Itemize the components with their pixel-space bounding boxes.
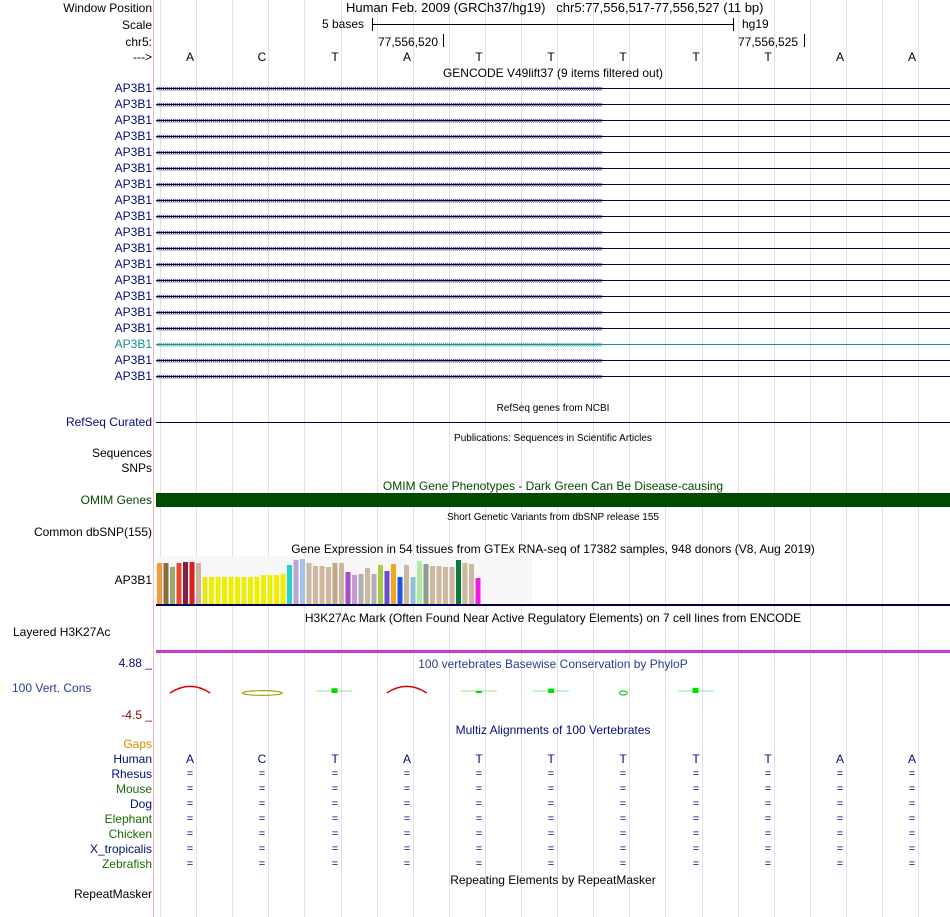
- scale-bases: 5 bases: [322, 17, 365, 31]
- gencode-gene-label[interactable]: AP3B1: [114, 257, 152, 271]
- repeatmasker-title: Repeating Elements by RepeatMasker: [450, 873, 656, 887]
- multiz-match-symbol: =: [186, 858, 194, 870]
- multiz-human-base: T: [331, 752, 339, 766]
- gtex-tissue-bar[interactable]: [385, 571, 390, 604]
- gtex-tissue-bar[interactable]: [463, 563, 468, 604]
- gencode-gene-label[interactable]: AP3B1: [114, 369, 152, 383]
- omim-title: OMIM Gene Phenotypes - Dark Green Can Be Disease-causing: [382, 479, 724, 493]
- phylop-base-score[interactable]: [387, 686, 427, 693]
- gencode-gene-label[interactable]: AP3B1: [114, 225, 152, 239]
- multiz-human-base: C: [257, 752, 267, 766]
- multiz-match-symbol: =: [403, 843, 411, 855]
- scale-bar: [372, 24, 734, 25]
- multiz-match-symbol: =: [836, 858, 844, 870]
- gencode-strand-chevrons: ‹‹‹‹‹‹‹‹‹‹‹‹‹‹‹‹‹‹‹‹‹‹‹‹‹‹‹‹‹‹‹‹‹‹‹‹‹‹‹‹‹‹‹‹‹‹‹‹‹‹‹‹‹‹‹‹‹‹‹‹‹‹‹‹‹‹‹‹‹‹‹‹‹‹‹‹‹‹‹‹‹‹‹‹‹‹‹‹‹‹‹‹‹‹‹‹‹‹‹‹‹‹‹‹‹‹‹‹‹‹‹‹‹‹‹‹‹‹‹‹‹‹‹‹‹‹‹‹‹‹‹‹‹‹‹‹‹‹‹‹‹‹‹‹‹‹‹‹‹‹‹‹‹‹‹‹‹‹‹‹‹‹‹‹‹‹‹‹‹‹‹‹‹‹‹‹‹‹‹‹‹‹‹‹‹‹‹‹‹‹‹‹‹‹‹‹‹‹‹‹‹‹‹‹‹‹‹‹‹‹‹‹‹‹‹‹‹‹‹‹‹‹‹: [156, 372, 602, 381]
- gtex-tissue-bar[interactable]: [255, 577, 260, 604]
- multiz-match-symbol: =: [692, 798, 700, 810]
- gtex-tissue-bar[interactable]: [326, 567, 331, 604]
- sequence-base: A: [907, 50, 916, 64]
- multiz-match-symbol: =: [331, 813, 339, 825]
- gencode-gene-label[interactable]: AP3B1: [114, 145, 152, 159]
- gtex-tissue-bar[interactable]: [177, 563, 182, 604]
- gencode-gene-label[interactable]: AP3B1: [114, 353, 152, 367]
- phylop-base-score[interactable]: [170, 686, 210, 693]
- assembly-name: Human Feb. 2009 (GRCh37/hg19): [346, 0, 546, 15]
- multiz-match-symbol: =: [186, 828, 194, 840]
- multiz-match-symbol: =: [475, 783, 483, 795]
- multiz-match-symbol: =: [331, 768, 339, 780]
- multiz-match-symbol: =: [764, 798, 772, 810]
- sequence-base: A: [185, 50, 194, 64]
- gtex-tissue-bar[interactable]: [209, 577, 214, 604]
- publications-label-snps[interactable]: SNPs: [121, 461, 152, 475]
- gencode-strand-chevrons: ‹‹‹‹‹‹‹‹‹‹‹‹‹‹‹‹‹‹‹‹‹‹‹‹‹‹‹‹‹‹‹‹‹‹‹‹‹‹‹‹‹‹‹‹‹‹‹‹‹‹‹‹‹‹‹‹‹‹‹‹‹‹‹‹‹‹‹‹‹‹‹‹‹‹‹‹‹‹‹‹‹‹‹‹‹‹‹‹‹‹‹‹‹‹‹‹‹‹‹‹‹‹‹‹‹‹‹‹‹‹‹‹‹‹‹‹‹‹‹‹‹‹‹‹‹‹‹‹‹‹‹‹‹‹‹‹‹‹‹‹‹‹‹‹‹‹‹‹‹‹‹‹‹‹‹‹‹‹‹‹‹‹‹‹‹‹‹‹‹‹‹‹‹‹‹‹‹‹‹‹‹‹‹‹‹‹‹‹‹‹‹‹‹‹‹‹‹‹‹‹‹‹‹‹‹‹‹‹‹‹‹‹‹‹‹‹‹‹‹‹‹‹‹: [156, 180, 602, 189]
- multiz-match-symbol: =: [836, 798, 844, 810]
- multiz-match-symbol: =: [619, 813, 627, 825]
- sequence-base: T: [619, 50, 627, 64]
- multiz-match-symbol: =: [475, 828, 483, 840]
- omim-gene-bar[interactable]: [156, 493, 950, 507]
- gtex-tissue-bar[interactable]: [157, 563, 162, 604]
- position-range: chr5:77,556,517-77,556,527 (11 bp): [556, 0, 764, 15]
- multiz-match-symbol: =: [547, 768, 555, 780]
- h3k27ac-title: H3K27Ac Mark (Often Found Near Active Regulatory Elements) on 7 cell lines from ENCODE: [304, 611, 802, 625]
- gencode-gene-label[interactable]: AP3B1: [114, 193, 152, 207]
- gtex-tissue-bar[interactable]: [411, 577, 416, 604]
- gencode-gene-label[interactable]: AP3B1: [114, 209, 152, 223]
- phylop-signal[interactable]: [156, 660, 950, 720]
- gtex-tissue-bar[interactable]: [430, 566, 435, 604]
- h3k27ac-label[interactable]: Layered H3K27Ac: [13, 625, 111, 639]
- multiz-match-symbol: =: [692, 828, 700, 840]
- sequence-base: T: [475, 50, 483, 64]
- gtex-tissue-bar[interactable]: [404, 565, 409, 604]
- gtex-bar-chart[interactable]: [156, 556, 536, 605]
- publications-title: Publications: Sequences in Scientific Articles: [454, 433, 652, 444]
- multiz-human-base: A: [402, 752, 411, 766]
- multiz-match-symbol: =: [908, 768, 916, 780]
- gencode-gene-label[interactable]: AP3B1: [114, 289, 152, 303]
- multiz-match-symbol: =: [331, 858, 339, 870]
- gtex-tissue-bar[interactable]: [469, 564, 474, 604]
- multiz-match-symbol: =: [908, 828, 916, 840]
- gtex-gene-line: [156, 604, 950, 606]
- multiz-match-symbol: =: [258, 783, 266, 795]
- gtex-tissue-bar[interactable]: [281, 574, 286, 604]
- multiz-match-symbol: =: [547, 783, 555, 795]
- gtex-tissue-bar[interactable]: [300, 559, 305, 604]
- coord-right: 77,556,525: [738, 35, 799, 49]
- gtex-tissue-bar[interactable]: [437, 566, 442, 604]
- dbsnp-label[interactable]: Common dbSNP(155): [33, 525, 152, 539]
- multiz-match-symbol: =: [692, 843, 700, 855]
- multiz-match-symbol: =: [764, 828, 772, 840]
- gtex-label[interactable]: AP3B1: [114, 573, 152, 587]
- multiz-species-label[interactable]: Rhesus: [111, 767, 152, 781]
- multiz-species-label[interactable]: Dog: [129, 797, 152, 811]
- scale-bar-left-tick: [372, 18, 373, 31]
- multiz-match-symbol: =: [547, 858, 555, 870]
- multiz-match-symbol: =: [764, 858, 772, 870]
- gtex-tissue-bar[interactable]: [365, 568, 370, 604]
- gtex-tissue-bar[interactable]: [229, 577, 234, 604]
- gencode-strand-chevrons: ‹‹‹‹‹‹‹‹‹‹‹‹‹‹‹‹‹‹‹‹‹‹‹‹‹‹‹‹‹‹‹‹‹‹‹‹‹‹‹‹‹‹‹‹‹‹‹‹‹‹‹‹‹‹‹‹‹‹‹‹‹‹‹‹‹‹‹‹‹‹‹‹‹‹‹‹‹‹‹‹‹‹‹‹‹‹‹‹‹‹‹‹‹‹‹‹‹‹‹‹‹‹‹‹‹‹‹‹‹‹‹‹‹‹‹‹‹‹‹‹‹‹‹‹‹‹‹‹‹‹‹‹‹‹‹‹‹‹‹‹‹‹‹‹‹‹‹‹‹‹‹‹‹‹‹‹‹‹‹‹‹‹‹‹‹‹‹‹‹‹‹‹‹‹‹‹‹‹‹‹‹‹‹‹‹‹‹‹‹‹‹‹‹‹‹‹‹‹‹‹‹‹‹‹‹‹‹‹‹‹‹‹‹‹‹‹‹‹‹‹‹‹‹: [156, 212, 602, 221]
- multiz-match-symbol: =: [764, 783, 772, 795]
- sequence-base: A: [835, 50, 844, 64]
- multiz-match-symbol: =: [186, 783, 194, 795]
- gtex-tissue-bar[interactable]: [333, 563, 338, 604]
- multiz-species-label[interactable]: Mouse: [115, 782, 152, 796]
- multiz-match-symbol: =: [836, 768, 844, 780]
- phylop-base-score[interactable]: [533, 689, 569, 693]
- multiz-human-base: A: [835, 752, 844, 766]
- gencode-gene-label[interactable]: AP3B1: [114, 273, 152, 287]
- phylop-max-label: 4.88 _: [118, 656, 152, 670]
- phylop-min-label: -4.5 _: [121, 708, 152, 722]
- gtex-tissue-bar[interactable]: [203, 577, 208, 604]
- gencode-strand-chevrons: ‹‹‹‹‹‹‹‹‹‹‹‹‹‹‹‹‹‹‹‹‹‹‹‹‹‹‹‹‹‹‹‹‹‹‹‹‹‹‹‹‹‹‹‹‹‹‹‹‹‹‹‹‹‹‹‹‹‹‹‹‹‹‹‹‹‹‹‹‹‹‹‹‹‹‹‹‹‹‹‹‹‹‹‹‹‹‹‹‹‹‹‹‹‹‹‹‹‹‹‹‹‹‹‹‹‹‹‹‹‹‹‹‹‹‹‹‹‹‹‹‹‹‹‹‹‹‹‹‹‹‹‹‹‹‹‹‹‹‹‹‹‹‹‹‹‹‹‹‹‹‹‹‹‹‹‹‹‹‹‹‹‹‹‹‹‹‹‹‹‹‹‹‹‹‹‹‹‹‹‹‹‹‹‹‹‹‹‹‹‹‹‹‹‹‹‹‹‹‹‹‹‹‹‹‹‹‹‹‹‹‹‹‹‹‹‹‹‹‹‹‹‹‹: [156, 164, 602, 173]
- h3k27ac-signal[interactable]: [156, 650, 950, 653]
- multiz-match-symbol: =: [764, 813, 772, 825]
- sequence-base: T: [547, 50, 555, 64]
- gencode-strand-chevrons: ‹‹‹‹‹‹‹‹‹‹‹‹‹‹‹‹‹‹‹‹‹‹‹‹‹‹‹‹‹‹‹‹‹‹‹‹‹‹‹‹‹‹‹‹‹‹‹‹‹‹‹‹‹‹‹‹‹‹‹‹‹‹‹‹‹‹‹‹‹‹‹‹‹‹‹‹‹‹‹‹‹‹‹‹‹‹‹‹‹‹‹‹‹‹‹‹‹‹‹‹‹‹‹‹‹‹‹‹‹‹‹‹‹‹‹‹‹‹‹‹‹‹‹‹‹‹‹‹‹‹‹‹‹‹‹‹‹‹‹‹‹‹‹‹‹‹‹‹‹‹‹‹‹‹‹‹‹‹‹‹‹‹‹‹‹‹‹‹‹‹‹‹‹‹‹‹‹‹‹‹‹‹‹‹‹‹‹‹‹‹‹‹‹‹‹‹‹‹‹‹‹‹‹‹‹‹‹‹‹‹‹‹‹‹‹‹‹‹‹‹‹‹‹: [156, 276, 602, 285]
- omim-label[interactable]: OMIM Genes: [80, 493, 152, 507]
- phylop-base-score[interactable]: [619, 691, 627, 695]
- multiz-match-symbol: =: [475, 768, 483, 780]
- window-position-label: Window Position: [63, 1, 152, 15]
- multiz-species-label[interactable]: Zebrafish: [101, 857, 152, 871]
- gtex-tissue-bar[interactable]: [359, 574, 364, 604]
- multiz-match-symbol: =: [403, 783, 411, 795]
- gtex-tissue-bar[interactable]: [424, 564, 429, 604]
- multiz-match-symbol: =: [186, 768, 194, 780]
- gtex-tissue-bar[interactable]: [216, 577, 221, 604]
- refseq-title: RefSeq genes from NCBI: [496, 403, 610, 414]
- multiz-match-symbol: =: [619, 768, 627, 780]
- multiz-human-base: A: [907, 752, 916, 766]
- dbsnp-title: Short Genetic Variants from dbSNP release 155: [447, 512, 659, 523]
- multiz-match-symbol: =: [547, 813, 555, 825]
- multiz-match-symbol: =: [258, 843, 266, 855]
- sequence-base: T: [764, 50, 772, 64]
- multiz-match-symbol: =: [836, 783, 844, 795]
- coord-left-tick: [443, 34, 444, 47]
- gencode-strand-chevrons: ‹‹‹‹‹‹‹‹‹‹‹‹‹‹‹‹‹‹‹‹‹‹‹‹‹‹‹‹‹‹‹‹‹‹‹‹‹‹‹‹‹‹‹‹‹‹‹‹‹‹‹‹‹‹‹‹‹‹‹‹‹‹‹‹‹‹‹‹‹‹‹‹‹‹‹‹‹‹‹‹‹‹‹‹‹‹‹‹‹‹‹‹‹‹‹‹‹‹‹‹‹‹‹‹‹‹‹‹‹‹‹‹‹‹‹‹‹‹‹‹‹‹‹‹‹‹‹‹‹‹‹‹‹‹‹‹‹‹‹‹‹‹‹‹‹‹‹‹‹‹‹‹‹‹‹‹‹‹‹‹‹‹‹‹‹‹‹‹‹‹‹‹‹‹‹‹‹‹‹‹‹‹‹‹‹‹‹‹‹‹‹‹‹‹‹‹‹‹‹‹‹‹‹‹‹‹‹‹‹‹‹‹‹‹‹‹‹‹‹‹‹‹‹: [156, 132, 602, 141]
- sequence-base: A: [402, 50, 411, 64]
- multiz-human-base: A: [185, 752, 194, 766]
- gtex-tissue-bar[interactable]: [248, 577, 253, 604]
- refseq-gene-line[interactable]: [156, 422, 950, 423]
- gencode-strand-chevrons: ‹‹‹‹‹‹‹‹‹‹‹‹‹‹‹‹‹‹‹‹‹‹‹‹‹‹‹‹‹‹‹‹‹‹‹‹‹‹‹‹‹‹‹‹‹‹‹‹‹‹‹‹‹‹‹‹‹‹‹‹‹‹‹‹‹‹‹‹‹‹‹‹‹‹‹‹‹‹‹‹‹‹‹‹‹‹‹‹‹‹‹‹‹‹‹‹‹‹‹‹‹‹‹‹‹‹‹‹‹‹‹‹‹‹‹‹‹‹‹‹‹‹‹‹‹‹‹‹‹‹‹‹‹‹‹‹‹‹‹‹‹‹‹‹‹‹‹‹‹‹‹‹‹‹‹‹‹‹‹‹‹‹‹‹‹‹‹‹‹‹‹‹‹‹‹‹‹‹‹‹‹‹‹‹‹‹‹‹‹‹‹‹‹‹‹‹‹‹‹‹‹‹‹‹‹‹‹‹‹‹‹‹‹‹‹‹‹‹‹‹‹‹‹: [156, 244, 602, 253]
- sequence-base: T: [331, 50, 339, 64]
- gencode-strand-chevrons: ‹‹‹‹‹‹‹‹‹‹‹‹‹‹‹‹‹‹‹‹‹‹‹‹‹‹‹‹‹‹‹‹‹‹‹‹‹‹‹‹‹‹‹‹‹‹‹‹‹‹‹‹‹‹‹‹‹‹‹‹‹‹‹‹‹‹‹‹‹‹‹‹‹‹‹‹‹‹‹‹‹‹‹‹‹‹‹‹‹‹‹‹‹‹‹‹‹‹‹‹‹‹‹‹‹‹‹‹‹‹‹‹‹‹‹‹‹‹‹‹‹‹‹‹‹‹‹‹‹‹‹‹‹‹‹‹‹‹‹‹‹‹‹‹‹‹‹‹‹‹‹‹‹‹‹‹‹‹‹‹‹‹‹‹‹‹‹‹‹‹‹‹‹‹‹‹‹‹‹‹‹‹‹‹‹‹‹‹‹‹‹‹‹‹‹‹‹‹‹‹‹‹‹‹‹‹‹‹‹‹‹‹‹‹‹‹‹‹‹‹‹‹‹: [156, 100, 602, 109]
- gtex-tissue-bar[interactable]: [274, 575, 279, 604]
- repeatmasker-label[interactable]: RepeatMasker: [73, 887, 152, 901]
- multiz-match-symbol: =: [403, 768, 411, 780]
- publications-label-sequences[interactable]: Sequences: [91, 446, 152, 460]
- multiz-match-symbol: =: [836, 843, 844, 855]
- multiz-match-symbol: =: [547, 798, 555, 810]
- gencode-strand-chevrons: ‹‹‹‹‹‹‹‹‹‹‹‹‹‹‹‹‹‹‹‹‹‹‹‹‹‹‹‹‹‹‹‹‹‹‹‹‹‹‹‹‹‹‹‹‹‹‹‹‹‹‹‹‹‹‹‹‹‹‹‹‹‹‹‹‹‹‹‹‹‹‹‹‹‹‹‹‹‹‹‹‹‹‹‹‹‹‹‹‹‹‹‹‹‹‹‹‹‹‹‹‹‹‹‹‹‹‹‹‹‹‹‹‹‹‹‹‹‹‹‹‹‹‹‹‹‹‹‹‹‹‹‹‹‹‹‹‹‹‹‹‹‹‹‹‹‹‹‹‹‹‹‹‹‹‹‹‹‹‹‹‹‹‹‹‹‹‹‹‹‹‹‹‹‹‹‹‹‹‹‹‹‹‹‹‹‹‹‹‹‹‹‹‹‹‹‹‹‹‹‹‹‹‹‹‹‹‹‹‹‹‹‹‹‹‹‹‹‹‹‹‹‹‹: [156, 148, 602, 157]
- gtex-tissue-bar[interactable]: [320, 566, 325, 604]
- gtex-tissue-bar[interactable]: [235, 577, 240, 604]
- multiz-match-symbol: =: [619, 858, 627, 870]
- gtex-tissue-bar[interactable]: [170, 567, 175, 604]
- multiz-species-label[interactable]: Elephant: [104, 812, 152, 826]
- gtex-tissue-bar[interactable]: [339, 563, 344, 604]
- chrom-label: chr5:: [125, 35, 152, 49]
- multiz-human-base: T: [764, 752, 772, 766]
- multiz-match-symbol: =: [331, 828, 339, 840]
- phylop-base-score[interactable]: [678, 688, 714, 693]
- multiz-match-symbol: =: [331, 843, 339, 855]
- phylop-label[interactable]: 100 Vert. Cons: [12, 681, 92, 695]
- gtex-tissue-bar[interactable]: [476, 578, 481, 604]
- gencode-gene-label[interactable]: AP3B1: [114, 97, 152, 111]
- multiz-match-symbol: =: [258, 768, 266, 780]
- gencode-strand-chevrons: ‹‹‹‹‹‹‹‹‹‹‹‹‹‹‹‹‹‹‹‹‹‹‹‹‹‹‹‹‹‹‹‹‹‹‹‹‹‹‹‹‹‹‹‹‹‹‹‹‹‹‹‹‹‹‹‹‹‹‹‹‹‹‹‹‹‹‹‹‹‹‹‹‹‹‹‹‹‹‹‹‹‹‹‹‹‹‹‹‹‹‹‹‹‹‹‹‹‹‹‹‹‹‹‹‹‹‹‹‹‹‹‹‹‹‹‹‹‹‹‹‹‹‹‹‹‹‹‹‹‹‹‹‹‹‹‹‹‹‹‹‹‹‹‹‹‹‹‹‹‹‹‹‹‹‹‹‹‹‹‹‹‹‹‹‹‹‹‹‹‹‹‹‹‹‹‹‹‹‹‹‹‹‹‹‹‹‹‹‹‹‹‹‹‹‹‹‹‹‹‹‹‹‹‹‹‹‹‹‹‹‹‹‹‹‹‹‹‹‹‹‹‹‹: [156, 308, 602, 317]
- phylop-base-score[interactable]: [317, 688, 353, 693]
- gencode-gene-label[interactable]: AP3B1: [114, 113, 152, 127]
- multiz-match-symbol: =: [619, 798, 627, 810]
- gencode-title: GENCODE V49lift37 (9 items filtered out): [442, 66, 664, 80]
- gtex-tissue-bar[interactable]: [294, 560, 299, 604]
- gtex-tissue-bar[interactable]: [261, 575, 266, 604]
- multiz-match-symbol: =: [908, 858, 916, 870]
- multiz-match-symbol: =: [764, 843, 772, 855]
- gtex-tissue-bar[interactable]: [190, 562, 195, 604]
- gtex-tissue-bar[interactable]: [242, 577, 247, 604]
- gencode-strand-chevrons: ‹‹‹‹‹‹‹‹‹‹‹‹‹‹‹‹‹‹‹‹‹‹‹‹‹‹‹‹‹‹‹‹‹‹‹‹‹‹‹‹‹‹‹‹‹‹‹‹‹‹‹‹‹‹‹‹‹‹‹‹‹‹‹‹‹‹‹‹‹‹‹‹‹‹‹‹‹‹‹‹‹‹‹‹‹‹‹‹‹‹‹‹‹‹‹‹‹‹‹‹‹‹‹‹‹‹‹‹‹‹‹‹‹‹‹‹‹‹‹‹‹‹‹‹‹‹‹‹‹‹‹‹‹‹‹‹‹‹‹‹‹‹‹‹‹‹‹‹‹‹‹‹‹‹‹‹‹‹‹‹‹‹‹‹‹‹‹‹‹‹‹‹‹‹‹‹‹‹‹‹‹‹‹‹‹‹‹‹‹‹‹‹‹‹‹‹‹‹‹‹‹‹‹‹‹‹‹‹‹‹‹‹‹‹‹‹‹‹‹‹‹‹‹: [156, 340, 602, 349]
- gtex-tissue-bar[interactable]: [456, 560, 461, 604]
- gencode-gene-label[interactable]: AP3B1: [114, 81, 152, 95]
- multiz-match-symbol: =: [403, 828, 411, 840]
- scale-bar-right-tick: [733, 18, 734, 31]
- multiz-human-label[interactable]: Human: [113, 752, 152, 766]
- gtex-tissue-bar[interactable]: [346, 572, 351, 604]
- gencode-strand-chevrons: ‹‹‹‹‹‹‹‹‹‹‹‹‹‹‹‹‹‹‹‹‹‹‹‹‹‹‹‹‹‹‹‹‹‹‹‹‹‹‹‹‹‹‹‹‹‹‹‹‹‹‹‹‹‹‹‹‹‹‹‹‹‹‹‹‹‹‹‹‹‹‹‹‹‹‹‹‹‹‹‹‹‹‹‹‹‹‹‹‹‹‹‹‹‹‹‹‹‹‹‹‹‹‹‹‹‹‹‹‹‹‹‹‹‹‹‹‹‹‹‹‹‹‹‹‹‹‹‹‹‹‹‹‹‹‹‹‹‹‹‹‹‹‹‹‹‹‹‹‹‹‹‹‹‹‹‹‹‹‹‹‹‹‹‹‹‹‹‹‹‹‹‹‹‹‹‹‹‹‹‹‹‹‹‹‹‹‹‹‹‹‹‹‹‹‹‹‹‹‹‹‹‹‹‹‹‹‹‹‹‹‹‹‹‹‹‹‹‹‹‹‹‹‹: [156, 292, 602, 301]
- multiz-match-symbol: =: [186, 813, 194, 825]
- gtex-tissue-bar[interactable]: [443, 567, 448, 604]
- multiz-match-symbol: =: [258, 858, 266, 870]
- gtex-tissue-bar[interactable]: [352, 575, 357, 604]
- gencode-gene-label[interactable]: AP3B1: [114, 305, 152, 319]
- multiz-match-symbol: =: [331, 783, 339, 795]
- strand-label: --->: [133, 50, 152, 64]
- multiz-match-symbol: =: [403, 813, 411, 825]
- gtex-tissue-bar[interactable]: [287, 565, 292, 604]
- multiz-human-base: T: [475, 752, 483, 766]
- multiz-match-symbol: =: [619, 828, 627, 840]
- phylop-title: 100 vertebrates Basewise Conservation by PhyloP: [418, 657, 688, 671]
- multiz-match-symbol: =: [692, 858, 700, 870]
- multiz-match-symbol: =: [547, 828, 555, 840]
- multiz-match-symbol: =: [475, 858, 483, 870]
- gtex-tissue-bar[interactable]: [378, 565, 383, 604]
- multiz-match-symbol: =: [908, 783, 916, 795]
- multiz-match-symbol: =: [258, 813, 266, 825]
- multiz-match-symbol: =: [908, 813, 916, 825]
- multiz-match-symbol: =: [692, 813, 700, 825]
- multiz-match-symbol: =: [475, 843, 483, 855]
- gencode-strand-chevrons: ‹‹‹‹‹‹‹‹‹‹‹‹‹‹‹‹‹‹‹‹‹‹‹‹‹‹‹‹‹‹‹‹‹‹‹‹‹‹‹‹‹‹‹‹‹‹‹‹‹‹‹‹‹‹‹‹‹‹‹‹‹‹‹‹‹‹‹‹‹‹‹‹‹‹‹‹‹‹‹‹‹‹‹‹‹‹‹‹‹‹‹‹‹‹‹‹‹‹‹‹‹‹‹‹‹‹‹‹‹‹‹‹‹‹‹‹‹‹‹‹‹‹‹‹‹‹‹‹‹‹‹‹‹‹‹‹‹‹‹‹‹‹‹‹‹‹‹‹‹‹‹‹‹‹‹‹‹‹‹‹‹‹‹‹‹‹‹‹‹‹‹‹‹‹‹‹‹‹‹‹‹‹‹‹‹‹‹‹‹‹‹‹‹‹‹‹‹‹‹‹‹‹‹‹‹‹‹‹‹‹‹‹‹‹‹‹‹‹‹‹‹‹‹: [156, 356, 602, 365]
- multiz-match-symbol: =: [186, 798, 194, 810]
- label-gutter-divider: [153, 0, 154, 917]
- multiz-match-symbol: =: [403, 858, 411, 870]
- multiz-match-symbol: =: [475, 798, 483, 810]
- gencode-strand-chevrons: ‹‹‹‹‹‹‹‹‹‹‹‹‹‹‹‹‹‹‹‹‹‹‹‹‹‹‹‹‹‹‹‹‹‹‹‹‹‹‹‹‹‹‹‹‹‹‹‹‹‹‹‹‹‹‹‹‹‹‹‹‹‹‹‹‹‹‹‹‹‹‹‹‹‹‹‹‹‹‹‹‹‹‹‹‹‹‹‹‹‹‹‹‹‹‹‹‹‹‹‹‹‹‹‹‹‹‹‹‹‹‹‹‹‹‹‹‹‹‹‹‹‹‹‹‹‹‹‹‹‹‹‹‹‹‹‹‹‹‹‹‹‹‹‹‹‹‹‹‹‹‹‹‹‹‹‹‹‹‹‹‹‹‹‹‹‹‹‹‹‹‹‹‹‹‹‹‹‹‹‹‹‹‹‹‹‹‹‹‹‹‹‹‹‹‹‹‹‹‹‹‹‹‹‹‹‹‹‹‹‹‹‹‹‹‹‹‹‹‹‹‹‹‹: [156, 324, 602, 333]
- gtex-tissue-bar[interactable]: [183, 562, 188, 604]
- gtex-tissue-bar[interactable]: [391, 564, 396, 604]
- gtex-title: Gene Expression in 54 tissues from GTEx RNA-seq of 17382 samples, 948 donors (V8, Aug 2019): [291, 542, 815, 556]
- sequence-base: C: [257, 50, 267, 64]
- gencode-strand-chevrons: ‹‹‹‹‹‹‹‹‹‹‹‹‹‹‹‹‹‹‹‹‹‹‹‹‹‹‹‹‹‹‹‹‹‹‹‹‹‹‹‹‹‹‹‹‹‹‹‹‹‹‹‹‹‹‹‹‹‹‹‹‹‹‹‹‹‹‹‹‹‹‹‹‹‹‹‹‹‹‹‹‹‹‹‹‹‹‹‹‹‹‹‹‹‹‹‹‹‹‹‹‹‹‹‹‹‹‹‹‹‹‹‹‹‹‹‹‹‹‹‹‹‹‹‹‹‹‹‹‹‹‹‹‹‹‹‹‹‹‹‹‹‹‹‹‹‹‹‹‹‹‹‹‹‹‹‹‹‹‹‹‹‹‹‹‹‹‹‹‹‹‹‹‹‹‹‹‹‹‹‹‹‹‹‹‹‹‹‹‹‹‹‹‹‹‹‹‹‹‹‹‹‹‹‹‹‹‹‹‹‹‹‹‹‹‹‹‹‹‹‹‹‹‹: [156, 228, 602, 237]
- gencode-gene-label[interactable]: AP3B1: [114, 337, 152, 351]
- gtex-tissue-bar[interactable]: [398, 577, 403, 604]
- multiz-match-symbol: =: [764, 768, 772, 780]
- phylop-base-score[interactable]: [242, 691, 282, 696]
- gtex-tissue-bar[interactable]: [372, 574, 377, 604]
- multiz-species-label[interactable]: X_tropicalis: [89, 842, 152, 856]
- multiz-human-base: T: [547, 752, 555, 766]
- scale-label: Scale: [121, 18, 152, 32]
- phylop-base-score[interactable]: [461, 691, 497, 693]
- gencode-gene-label[interactable]: AP3B1: [114, 321, 152, 335]
- sequence-base: T: [692, 50, 700, 64]
- gencode-strand-chevrons: ‹‹‹‹‹‹‹‹‹‹‹‹‹‹‹‹‹‹‹‹‹‹‹‹‹‹‹‹‹‹‹‹‹‹‹‹‹‹‹‹‹‹‹‹‹‹‹‹‹‹‹‹‹‹‹‹‹‹‹‹‹‹‹‹‹‹‹‹‹‹‹‹‹‹‹‹‹‹‹‹‹‹‹‹‹‹‹‹‹‹‹‹‹‹‹‹‹‹‹‹‹‹‹‹‹‹‹‹‹‹‹‹‹‹‹‹‹‹‹‹‹‹‹‹‹‹‹‹‹‹‹‹‹‹‹‹‹‹‹‹‹‹‹‹‹‹‹‹‹‹‹‹‹‹‹‹‹‹‹‹‹‹‹‹‹‹‹‹‹‹‹‹‹‹‹‹‹‹‹‹‹‹‹‹‹‹‹‹‹‹‹‹‹‹‹‹‹‹‹‹‹‹‹‹‹‹‹‹‹‹‹‹‹‹‹‹‹‹‹‹‹‹‹: [156, 116, 602, 125]
- gtex-tissue-bar[interactable]: [268, 575, 273, 604]
- coord-right-tick: [804, 34, 805, 47]
- multiz-species-label[interactable]: Chicken: [108, 827, 152, 841]
- multiz-match-symbol: =: [258, 798, 266, 810]
- multiz-gaps-label[interactable]: Gaps: [123, 737, 152, 751]
- scale-assembly: hg19: [742, 17, 769, 31]
- assembly-title: [346, 1, 764, 15]
- multiz-match-symbol: =: [186, 843, 194, 855]
- gencode-gene-label[interactable]: AP3B1: [114, 241, 152, 255]
- gencode-strand-chevrons: ‹‹‹‹‹‹‹‹‹‹‹‹‹‹‹‹‹‹‹‹‹‹‹‹‹‹‹‹‹‹‹‹‹‹‹‹‹‹‹‹‹‹‹‹‹‹‹‹‹‹‹‹‹‹‹‹‹‹‹‹‹‹‹‹‹‹‹‹‹‹‹‹‹‹‹‹‹‹‹‹‹‹‹‹‹‹‹‹‹‹‹‹‹‹‹‹‹‹‹‹‹‹‹‹‹‹‹‹‹‹‹‹‹‹‹‹‹‹‹‹‹‹‹‹‹‹‹‹‹‹‹‹‹‹‹‹‹‹‹‹‹‹‹‹‹‹‹‹‹‹‹‹‹‹‹‹‹‹‹‹‹‹‹‹‹‹‹‹‹‹‹‹‹‹‹‹‹‹‹‹‹‹‹‹‹‹‹‹‹‹‹‹‹‹‹‹‹‹‹‹‹‹‹‹‹‹‹‹‹‹‹‹‹‹‹‹‹‹‹‹‹‹‹: [156, 84, 602, 93]
- gtex-tissue-bar[interactable]: [222, 577, 227, 604]
- multiz-match-symbol: =: [619, 783, 627, 795]
- gencode-gene-label[interactable]: AP3B1: [114, 129, 152, 143]
- gtex-tissue-bar[interactable]: [313, 566, 318, 604]
- coord-left: 77,556,520: [378, 35, 439, 49]
- gtex-tissue-bar[interactable]: [196, 563, 201, 604]
- multiz-match-symbol: =: [692, 768, 700, 780]
- gencode-strand-chevrons: ‹‹‹‹‹‹‹‹‹‹‹‹‹‹‹‹‹‹‹‹‹‹‹‹‹‹‹‹‹‹‹‹‹‹‹‹‹‹‹‹‹‹‹‹‹‹‹‹‹‹‹‹‹‹‹‹‹‹‹‹‹‹‹‹‹‹‹‹‹‹‹‹‹‹‹‹‹‹‹‹‹‹‹‹‹‹‹‹‹‹‹‹‹‹‹‹‹‹‹‹‹‹‹‹‹‹‹‹‹‹‹‹‹‹‹‹‹‹‹‹‹‹‹‹‹‹‹‹‹‹‹‹‹‹‹‹‹‹‹‹‹‹‹‹‹‹‹‹‹‹‹‹‹‹‹‹‹‹‹‹‹‹‹‹‹‹‹‹‹‹‹‹‹‹‹‹‹‹‹‹‹‹‹‹‹‹‹‹‹‹‹‹‹‹‹‹‹‹‹‹‹‹‹‹‹‹‹‹‹‹‹‹‹‹‹‹‹‹‹‹‹‹‹: [156, 196, 602, 205]
- multiz-match-symbol: =: [692, 783, 700, 795]
- multiz-match-symbol: =: [403, 798, 411, 810]
- gtex-tissue-bar[interactable]: [417, 561, 422, 604]
- multiz-match-symbol: =: [475, 813, 483, 825]
- multiz-match-symbol: =: [619, 843, 627, 855]
- multiz-match-symbol: =: [836, 813, 844, 825]
- gtex-tissue-bar[interactable]: [307, 563, 312, 604]
- multiz-match-symbol: =: [258, 828, 266, 840]
- refseq-label[interactable]: RefSeq Curated: [65, 415, 152, 429]
- gencode-gene-label[interactable]: AP3B1: [114, 177, 152, 191]
- multiz-title: Multiz Alignments of 100 Vertebrates: [455, 723, 651, 737]
- multiz-match-symbol: =: [331, 798, 339, 810]
- gtex-tissue-bar[interactable]: [164, 563, 169, 604]
- gencode-gene-label[interactable]: AP3B1: [114, 161, 152, 175]
- multiz-match-symbol: =: [908, 843, 916, 855]
- gencode-strand-chevrons: ‹‹‹‹‹‹‹‹‹‹‹‹‹‹‹‹‹‹‹‹‹‹‹‹‹‹‹‹‹‹‹‹‹‹‹‹‹‹‹‹‹‹‹‹‹‹‹‹‹‹‹‹‹‹‹‹‹‹‹‹‹‹‹‹‹‹‹‹‹‹‹‹‹‹‹‹‹‹‹‹‹‹‹‹‹‹‹‹‹‹‹‹‹‹‹‹‹‹‹‹‹‹‹‹‹‹‹‹‹‹‹‹‹‹‹‹‹‹‹‹‹‹‹‹‹‹‹‹‹‹‹‹‹‹‹‹‹‹‹‹‹‹‹‹‹‹‹‹‹‹‹‹‹‹‹‹‹‹‹‹‹‹‹‹‹‹‹‹‹‹‹‹‹‹‹‹‹‹‹‹‹‹‹‹‹‹‹‹‹‹‹‹‹‹‹‹‹‹‹‹‹‹‹‹‹‹‹‹‹‹‹‹‹‹‹‹‹‹‹‹‹‹‹: [156, 260, 602, 269]
- multiz-match-symbol: =: [547, 843, 555, 855]
- multiz-match-symbol: =: [908, 798, 916, 810]
- gtex-tissue-bar[interactable]: [450, 567, 455, 604]
- multiz-match-symbol: =: [836, 828, 844, 840]
- multiz-human-base: T: [692, 752, 700, 766]
- multiz-human-base: T: [619, 752, 627, 766]
